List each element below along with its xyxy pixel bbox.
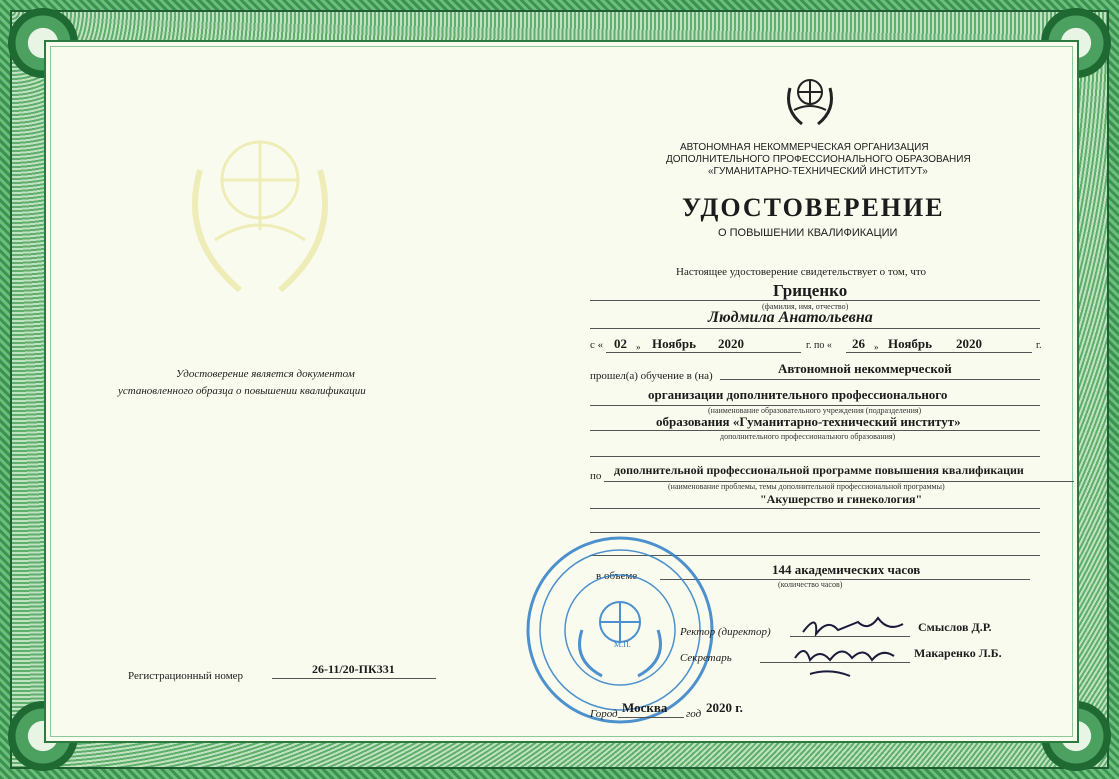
date-to-line [846, 352, 1032, 353]
institution-line-3: образования «Гуманитарно-технический институт» [656, 414, 961, 429]
surname-line [590, 300, 1040, 301]
rector-label: Ректор (директор) [680, 626, 771, 638]
date-from-day: 02 [614, 336, 627, 351]
status-note-line-1: Удостоверение является документом [176, 368, 355, 380]
stamp-mp-text: М.П. [614, 640, 631, 649]
program-line-1: дополнительной профессиональной программе повышения квалификации [614, 463, 1024, 477]
date-from-line [606, 352, 801, 353]
registration-underline [272, 678, 436, 679]
program-line-2-underline [590, 508, 1040, 509]
date-from-quote: » [636, 342, 641, 352]
registration-label: Регистрационный номер [128, 670, 244, 682]
date-to-year: 2020 [956, 336, 982, 351]
hours-hint: (количество часов) [778, 580, 843, 589]
city-label: Город [590, 708, 618, 720]
surname-value: Гриценко [773, 281, 848, 300]
rector-signature-line [790, 636, 910, 637]
date-to-day: 26 [852, 336, 865, 351]
date-from-month: Ноябрь [652, 336, 697, 351]
secretary-signature-icon [790, 638, 900, 684]
org-name-line-2: ДОПОЛНИТЕЛЬНОГО ПРОФЕССИОНАЛЬНОГО ОБРАЗОВАНИЯ [666, 154, 971, 165]
year-label: год [686, 708, 702, 720]
date-year-suffix: г. [1036, 340, 1042, 351]
watermark-emblem-icon [160, 110, 360, 310]
document-subtitle: О ПОВЫШЕНИИ КВАЛИФИКАЦИИ [718, 227, 898, 239]
status-note-line-2: установленного образца о повышении квалификации [118, 385, 366, 397]
registration-number: 26-11/20-ПК331 [312, 662, 395, 676]
institution-line-3-underline [590, 430, 1040, 431]
org-name-line-1: АВТОНОМНАЯ НЕКОММЕРЧЕСКАЯ ОРГАНИЗАЦИЯ [680, 142, 929, 153]
hours-value: 144 академических часов [772, 562, 921, 577]
date-to-month: Ноябрь [888, 336, 933, 351]
fullname-hint: (фамилия, имя, отчество) [762, 302, 849, 311]
blank-line [590, 456, 1040, 457]
program-line-2: "Акушерство и гинекология" [760, 492, 923, 506]
institution-line-1-underline [720, 379, 1040, 380]
date-from-year: 2020 [718, 336, 744, 351]
name-patronymic-value: Людмила Анатольевна [708, 309, 873, 326]
city-underline [618, 717, 684, 718]
name-line [590, 328, 1040, 329]
city-value: Москва [622, 700, 668, 715]
intro-text: Настоящее удостоверение свидетельствует о том, что [676, 266, 927, 278]
institution-hint: (наименование образовательного учреждения (подразделения) [708, 406, 922, 415]
program-po-label: по [590, 470, 602, 482]
document-title: УДОСТОВЕРЕНИЕ [682, 193, 945, 222]
institution-hint-2: дополнительного профессионального образования) [720, 432, 896, 441]
date-to-quote: » [874, 342, 879, 352]
secretary-signature-line [760, 662, 910, 663]
institution-line-2: организации дополнительного профессионального [648, 387, 948, 402]
institute-emblem-icon [780, 70, 840, 130]
secretary-name: Макаренко Л.Б. [914, 646, 1002, 660]
secretary-label: Секретарь [680, 652, 732, 664]
date-from-label: с « [590, 339, 604, 351]
date-to-label: г. по « [806, 340, 832, 351]
program-hint: (наименование проблемы, темы дополнительной профессиональной программы) [668, 482, 945, 491]
rector-name: Смыслов Д.Р. [918, 620, 992, 634]
trained-label: прошел(а) обучение в (на) [590, 370, 713, 382]
year-value: 2020 г. [706, 700, 743, 715]
volume-label: в объеме [596, 570, 638, 582]
institution-line-1: Автономной некоммерческой [778, 361, 952, 376]
org-name-line-3: «ГУМАНИТАРНО-ТЕХНИЧЕСКИЙ ИНСТИТУТ» [708, 166, 928, 177]
